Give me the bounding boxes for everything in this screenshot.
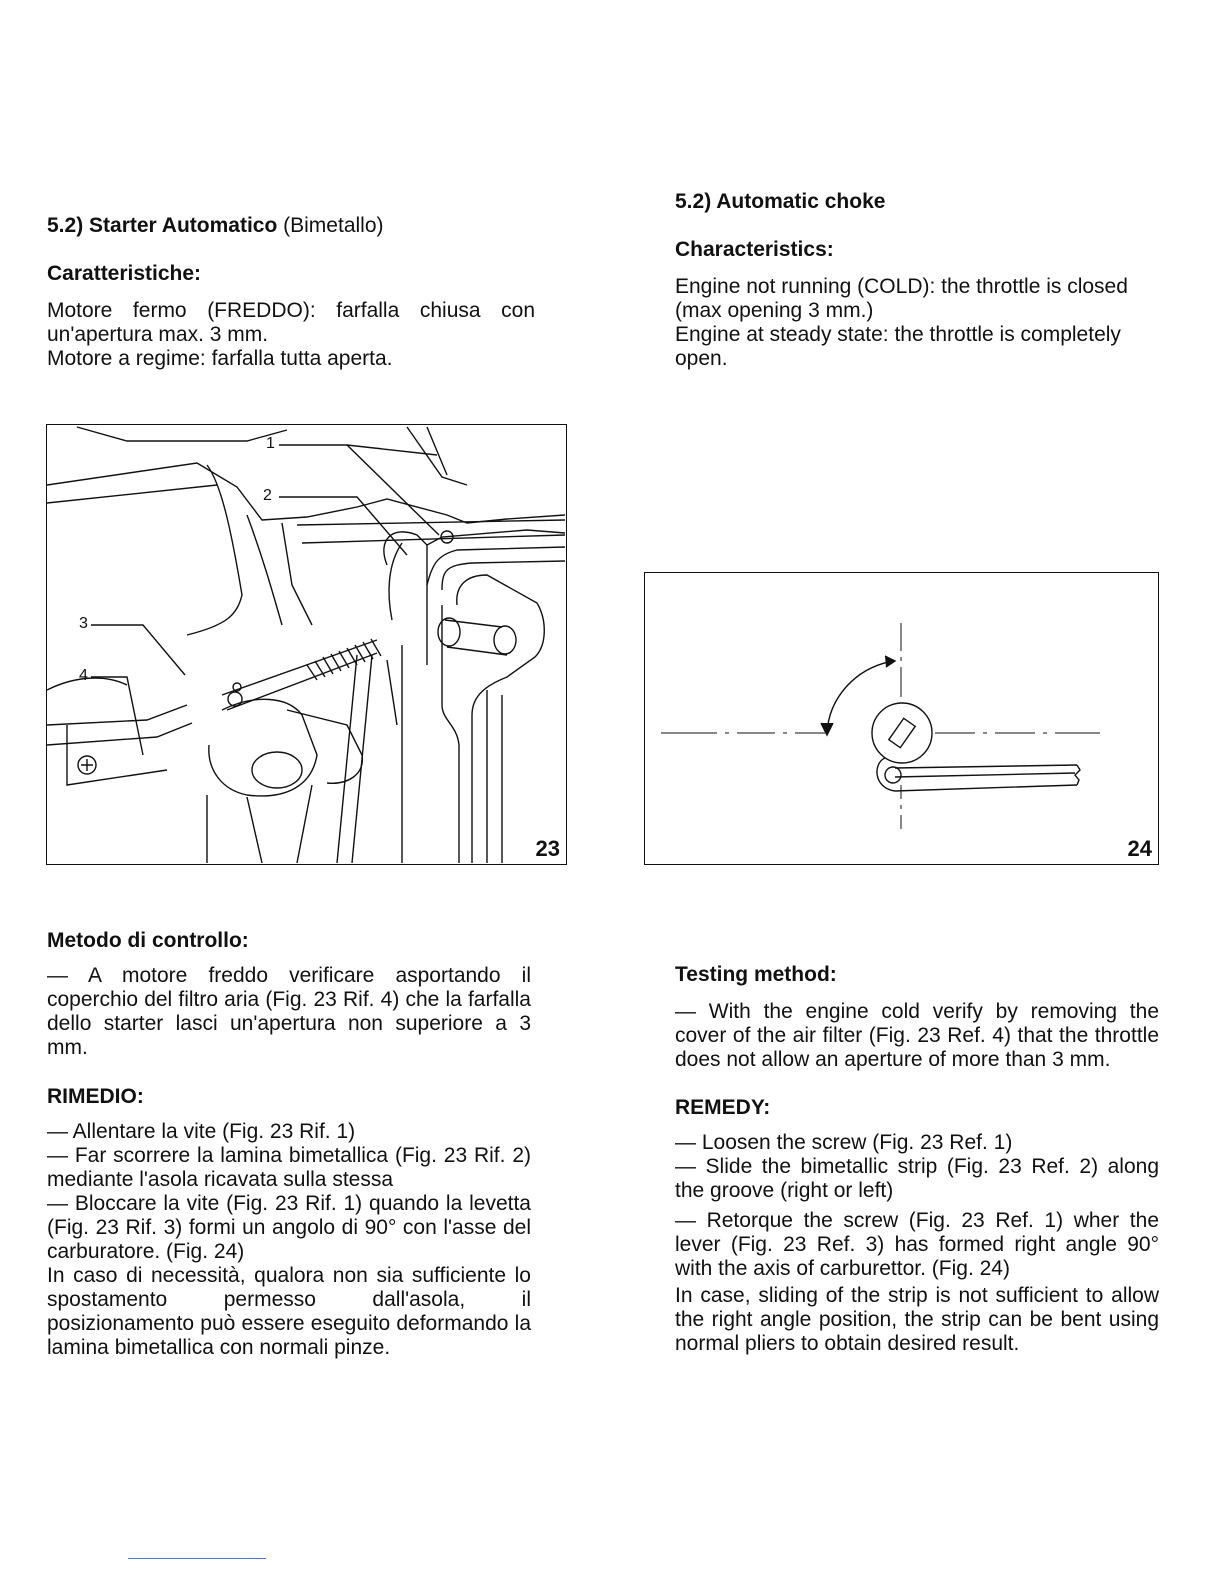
fig23-callout-3: 3	[79, 615, 88, 632]
figure-23-illustration	[47, 425, 565, 863]
left-characteristics-heading: Caratteristiche:	[47, 262, 202, 285]
right-remedy-list	[675, 1131, 1159, 1356]
left-char-line-1: Motore fermo (FREDDO): farfalla chiusa con	[47, 299, 535, 322]
footer-link-underline	[128, 1558, 266, 1559]
figure-24-number: 24	[1127, 836, 1152, 861]
left-remedy-list	[47, 1120, 531, 1360]
left-section-heading	[47, 214, 384, 238]
right-char-line-4: open.	[675, 347, 728, 370]
right-section-title: Automatic choke	[716, 190, 886, 213]
left-section-suffix: (Bimetallo)	[283, 214, 384, 237]
left-section-number: 5.2)	[47, 214, 84, 237]
fig23-callout-4: 4	[79, 667, 88, 684]
fig23-callout-1: 1	[266, 435, 275, 452]
right-characteristics	[675, 275, 1159, 371]
left-section-title: Starter Automatico	[89, 214, 278, 237]
right-characteristics-heading: Characteristics:	[675, 238, 834, 261]
right-section-number: 5.2)	[675, 190, 712, 213]
figure-24	[644, 572, 1159, 865]
right-remedy-item-3: — Retorque the screw (Fig. 23 Ref. 1) wher the lever (Fig. 23 Ref. 3) has formed right angle 90° with the axis of carburettor. (Fig. 24)	[675, 1209, 1159, 1280]
left-characteristics	[47, 299, 535, 371]
right-remedy-item-4: In case, sliding of the strip is not sufficient to allow the right angle position, the strip can be bent using normal pliers to obtain desired result.	[675, 1284, 1159, 1355]
right-char-line-3: Engine at steady state: the throttle is completely	[675, 323, 1121, 346]
left-remedy-item-4: In caso di necessità, qualora non sia sufficiente lo spostamento permesso dall'asola, il posizionamento può essere eseguito deformando la lamina bimetallica con normali pinze.	[47, 1264, 531, 1359]
figure-23	[46, 424, 567, 865]
left-remedy-item-2: — Far scorrere la lamina bimetallica (Fig. 23 Rif. 2) mediante l'asola ricavata sulla stessa	[47, 1144, 531, 1191]
left-char-line-2: un'apertura max. 3 mm.	[47, 323, 269, 346]
right-char-line-2: (max opening 3 mm.)	[675, 299, 874, 322]
figure-24-illustration	[645, 573, 1157, 863]
left-testing-heading: Metodo di controllo:	[47, 929, 249, 952]
right-section-heading	[675, 190, 885, 214]
right-remedy-item-1: — Loosen the screw (Fig. 23 Ref. 1)	[675, 1131, 1013, 1154]
right-char-line-1: Engine not running (COLD): the throttle is closed	[675, 275, 1128, 298]
left-remedy-heading: RIMEDIO:	[47, 1085, 144, 1108]
left-char-line-3: Motore a regime: farfalla tutta aperta.	[47, 347, 393, 370]
fig23-callout-2: 2	[263, 487, 272, 504]
figure-23-number: 23	[535, 836, 560, 861]
left-remedy-item-1: — Allentare la vite (Fig. 23 Rif. 1)	[47, 1120, 356, 1143]
right-testing-heading: Testing method:	[675, 963, 837, 986]
right-testing-text: — With the engine cold verify by removing the cover of the air filter (Fig. 23 Ref. 4) that the throttle does not allow an aperture of more than 3 mm.	[675, 1000, 1159, 1071]
left-remedy-item-3: — Bloccare la vite (Fig. 23 Rif. 1) quando la levetta (Fig. 23 Rif. 3) formi un angolo di 90° con l'asse del carburatore. (Fig. 24)	[47, 1192, 531, 1263]
right-remedy-item-2: — Slide the bimetallic strip (Fig. 23 Ref. 2) along the groove (right or left)	[675, 1155, 1159, 1202]
right-remedy-heading: REMEDY:	[675, 1096, 771, 1119]
left-testing-text: — A motore freddo verificare asportando il coperchio del filtro aria (Fig. 23 Rif. 4) che la farfalla dello starter lasci un'apertura non superiore a 3 mm.	[47, 964, 531, 1059]
